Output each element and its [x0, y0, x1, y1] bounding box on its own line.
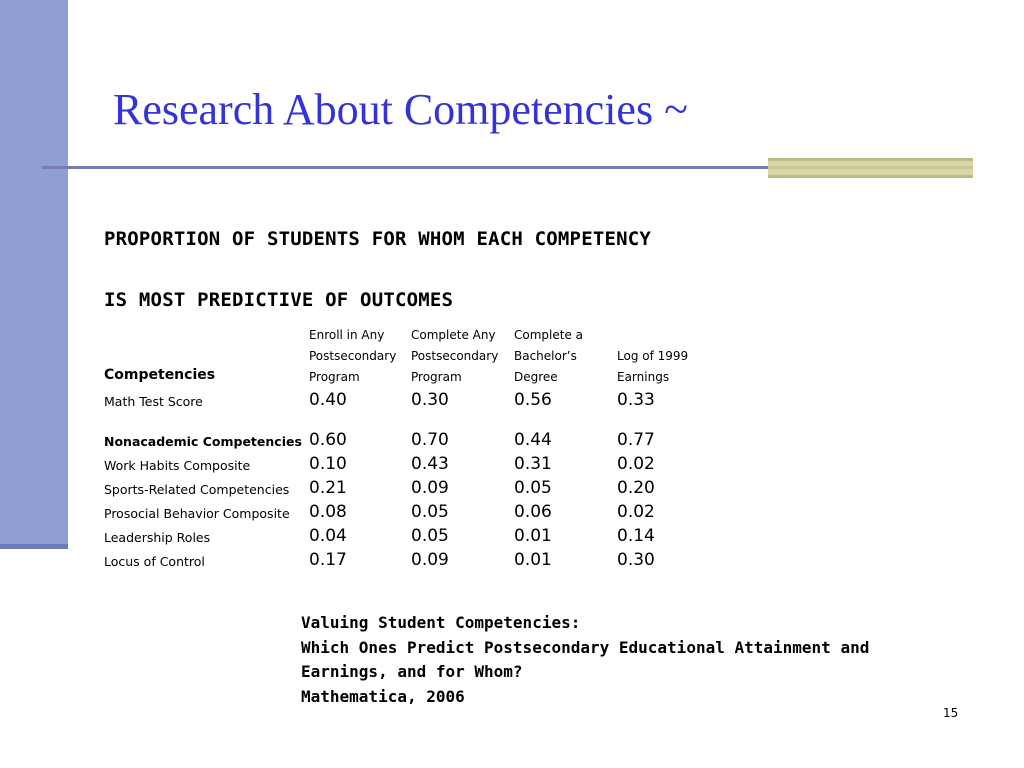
row-label: Leadership Roles [104, 530, 211, 545]
table-cell: 0.08 [309, 502, 347, 522]
title-divider-block-line [768, 166, 973, 169]
table-cell: 0.10 [309, 454, 347, 474]
title-divider-line [42, 166, 770, 169]
row-header-competencies: Competencies [104, 367, 216, 383]
column-header-line: Program [411, 370, 462, 384]
table-cell: 0.09 [411, 550, 449, 570]
table-cell: 0.30 [617, 550, 655, 570]
source-citation [301, 611, 869, 709]
column-header-line: Bachelor’s [514, 349, 577, 363]
slide-title: Research About Competencies ~ [113, 85, 688, 134]
table-cell: 0.70 [411, 430, 449, 450]
table-cell: 0.33 [617, 390, 655, 410]
column-header-line [617, 325, 688, 346]
citation-line: Earnings, and for Whom? [301, 662, 523, 681]
side-accent-bar [0, 0, 68, 547]
side-accent-bar-edge [0, 544, 68, 549]
row-label: Math Test Score [104, 394, 203, 409]
column-header-line: Complete a [514, 328, 583, 342]
citation-line: Valuing Student Competencies: [301, 613, 581, 632]
row-label: Nonacademic Competencies [104, 434, 302, 449]
column-header-enroll [309, 325, 396, 388]
table-cell: 0.01 [514, 526, 552, 546]
table-cell: 0.14 [617, 526, 655, 546]
table-cell: 0.60 [309, 430, 347, 450]
table-heading-line-2: IS MOST PREDICTIVE OF OUTCOMES [104, 289, 454, 311]
table-cell: 0.20 [617, 478, 655, 498]
table-cell: 0.21 [309, 478, 347, 498]
column-header-line: Log of 1999 [617, 349, 689, 363]
column-header-line: Postsecondary [309, 349, 397, 363]
table-cell: 0.05 [514, 478, 552, 498]
column-header-line: Postsecondary [411, 349, 499, 363]
table-cell: 0.06 [514, 502, 552, 522]
table-cell: 0.05 [411, 502, 449, 522]
table-cell: 0.09 [411, 478, 449, 498]
column-header-line: Program [309, 370, 360, 384]
page-number: 15 [943, 706, 959, 720]
table-cell: 0.02 [617, 454, 655, 474]
column-header-bachelors [514, 325, 583, 388]
citation-line: Which Ones Predict Postsecondary Educational Attainment and [301, 637, 870, 657]
column-header-line: Complete Any [411, 328, 496, 342]
row-label: Work Habits Composite [104, 458, 251, 473]
table-cell: 0.30 [411, 390, 449, 410]
table-cell: 0.04 [309, 526, 347, 546]
column-header-earnings [617, 325, 688, 388]
column-header-line: Degree [514, 370, 558, 384]
table-cell: 0.05 [411, 526, 449, 546]
table-cell: 0.31 [514, 454, 552, 474]
table-cell: 0.02 [617, 502, 655, 522]
table-cell: 0.56 [514, 390, 552, 410]
column-header-line: Earnings [617, 370, 670, 384]
table-cell: 0.17 [309, 550, 347, 570]
row-label: Sports-Related Competencies [104, 482, 290, 497]
column-header-complete-any [411, 325, 498, 388]
column-header-line: Enroll in Any [309, 328, 385, 342]
table-cell: 0.77 [617, 430, 655, 450]
table-heading-line-1: PROPORTION OF STUDENTS FOR WHOM EACH COMPETENCY [104, 228, 652, 250]
row-label: Prosocial Behavior Composite [104, 506, 290, 521]
row-label: Locus of Control [104, 554, 205, 569]
table-cell: 0.44 [514, 430, 552, 450]
citation-line: Mathematica, 2006 [301, 686, 465, 706]
table-cell: 0.43 [411, 454, 449, 474]
table-cell: 0.40 [309, 390, 347, 410]
table-cell: 0.01 [514, 550, 552, 570]
